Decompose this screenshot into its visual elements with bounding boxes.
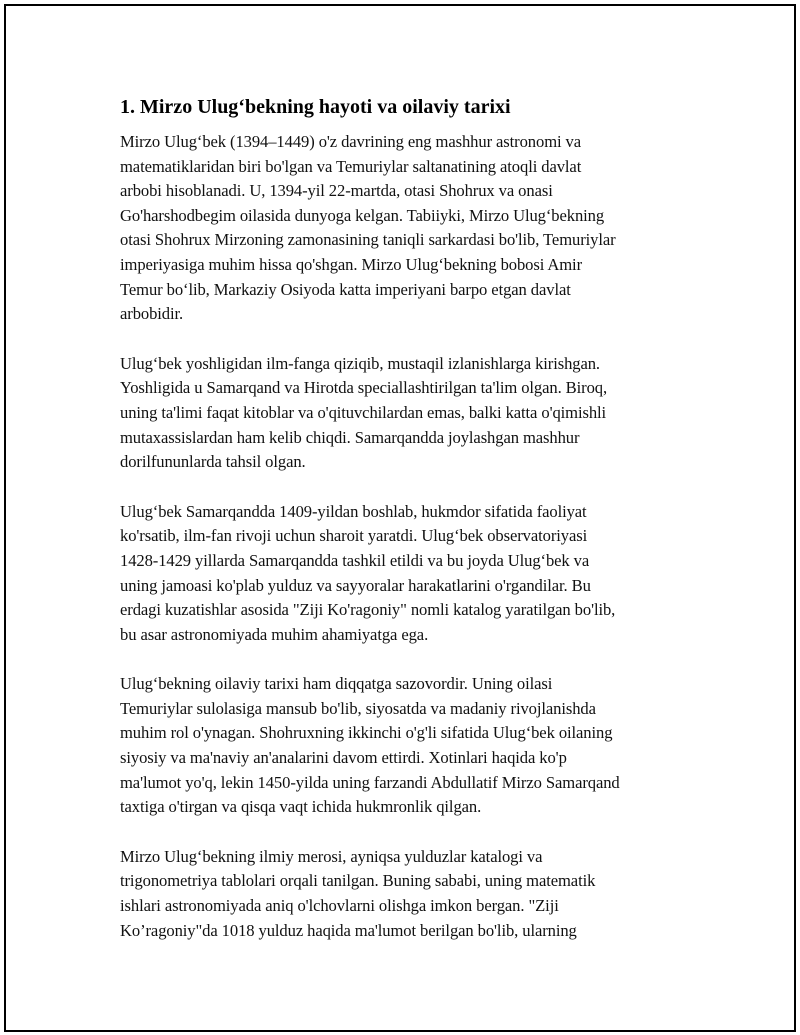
text-line: Temur bo‘lib, Markaziy Osiyoda katta imperiyani barpo etgan davlat: [120, 279, 571, 299]
text-line: arbobi hisoblanadi. U, 1394-yil 22-martda, otasi Shohrux va onasi: [120, 181, 553, 201]
text-line: arbobidir.: [120, 304, 184, 324]
text-line: Ulug‘bekning oilaviy tarixi ham diqqatga sazovordir. Uning oilasi: [120, 674, 553, 694]
text-line: uning jamoasi ko'plab yulduz va sayyoralar harakatlarini o'rgandilar. Bu: [120, 575, 591, 595]
text-line: trigonometriya tablolari orqali tanilgan. Buning sababi, uning matematik: [120, 871, 596, 891]
paragraph-5: [120, 845, 680, 943]
paragraph-1: [120, 130, 680, 327]
text-line: 1428-1429 yillarda Samarqandda tashkil etildi va bu joyda Ulug‘bek va: [120, 550, 590, 570]
text-line: mutaxassislardan ham kelib chiqdi. Samarqandda joylashgan mashhur: [120, 427, 580, 447]
section-heading: 1. Mirzo Ulug‘bekning hayoti va oilaviy tarixi: [120, 96, 511, 118]
text-line: Ulug‘bek yoshligidan ilm-fanga qiziqib, mustaqil izlanishlarga kirishgan.: [120, 353, 600, 373]
text-line: bu asar astronomiyada muhim ahamiyatga ega.: [120, 624, 429, 644]
paragraph-2: [120, 352, 680, 475]
text-line: otasi Shohrux Mirzoning zamonasining taniqli sarkardasi bo'lib, Temuriylar: [120, 230, 616, 250]
text-line: Go'harshodbegim oilasida dunyoga kelgan. Tabiiyki, Mirzo Ulug‘bekning: [120, 205, 605, 225]
text-line: siyosiy va ma'naviy an'analarini davom ettirdi. Xotinlari haqida ko'p: [120, 748, 567, 768]
paragraph-3: [120, 500, 680, 648]
text-line: ishlari astronomiyada aniq o'lchovlarni olishga imkon bergan. "Ziji: [120, 896, 559, 916]
text-line: uning ta'limi faqat kitoblar va o'qituvchilardan emas, balki katta o'qimishli: [120, 402, 607, 422]
text-line: ko'rsatib, ilm-fan rivoji uchun sharoit yaratdi. Ulug‘bek observatoriyasi: [120, 526, 588, 546]
text-line: Ulug‘bek Samarqandda 1409-yildan boshlab, hukmdor sifatida faoliyat: [120, 501, 587, 521]
text-line: Temuriylar sulolasiga mansub bo'lib, siyosatda va madaniy rivojlanishda: [120, 698, 596, 718]
document-page: [4, 4, 796, 1032]
text-line: Yoshligida u Samarqand va Hirotda speciallashtirilgan ta'lim olgan. Biroq,: [120, 378, 608, 398]
text-line: muhim rol o'ynagan. Shohruxning ikkinchi o'g'li sifatida Ulug‘bek oilaning: [120, 723, 613, 743]
text-line: Ko’ragoniy"da 1018 yulduz haqida ma'lumot berilgan bo'lib, ularning: [120, 920, 577, 940]
text-line: matematiklaridan biri bo'lgan va Temuriylar saltanatining atoqli davlat: [120, 156, 582, 176]
document-body: [120, 94, 680, 968]
text-line: dorilfununlarda tahsil olgan.: [120, 452, 306, 472]
text-line: taxtiga o'tirgan va qisqa vaqt ichida hukmronlik qilgan.: [120, 797, 482, 817]
text-line: erdagi kuzatishlar asosida "Ziji Ko'ragoniy" nomli katalog yaratilgan bo'lib,: [120, 600, 616, 620]
text-line: Mirzo Ulug‘bek (1394–1449) o'z davrining eng mashhur astronomi va: [120, 132, 582, 151]
text-line: imperiyasiga muhim hissa qo'shgan. Mirzo Ulug‘bekning bobosi Amir: [120, 254, 582, 274]
paragraph-4: [120, 672, 680, 820]
text-line: Mirzo Ulug‘bekning ilmiy merosi, ayniqsa yulduzlar katalogi va: [120, 846, 543, 866]
text-line: ma'lumot yo'q, lekin 1450-yilda uning farzandi Abdullatif Mirzo Samarqand: [120, 772, 620, 792]
